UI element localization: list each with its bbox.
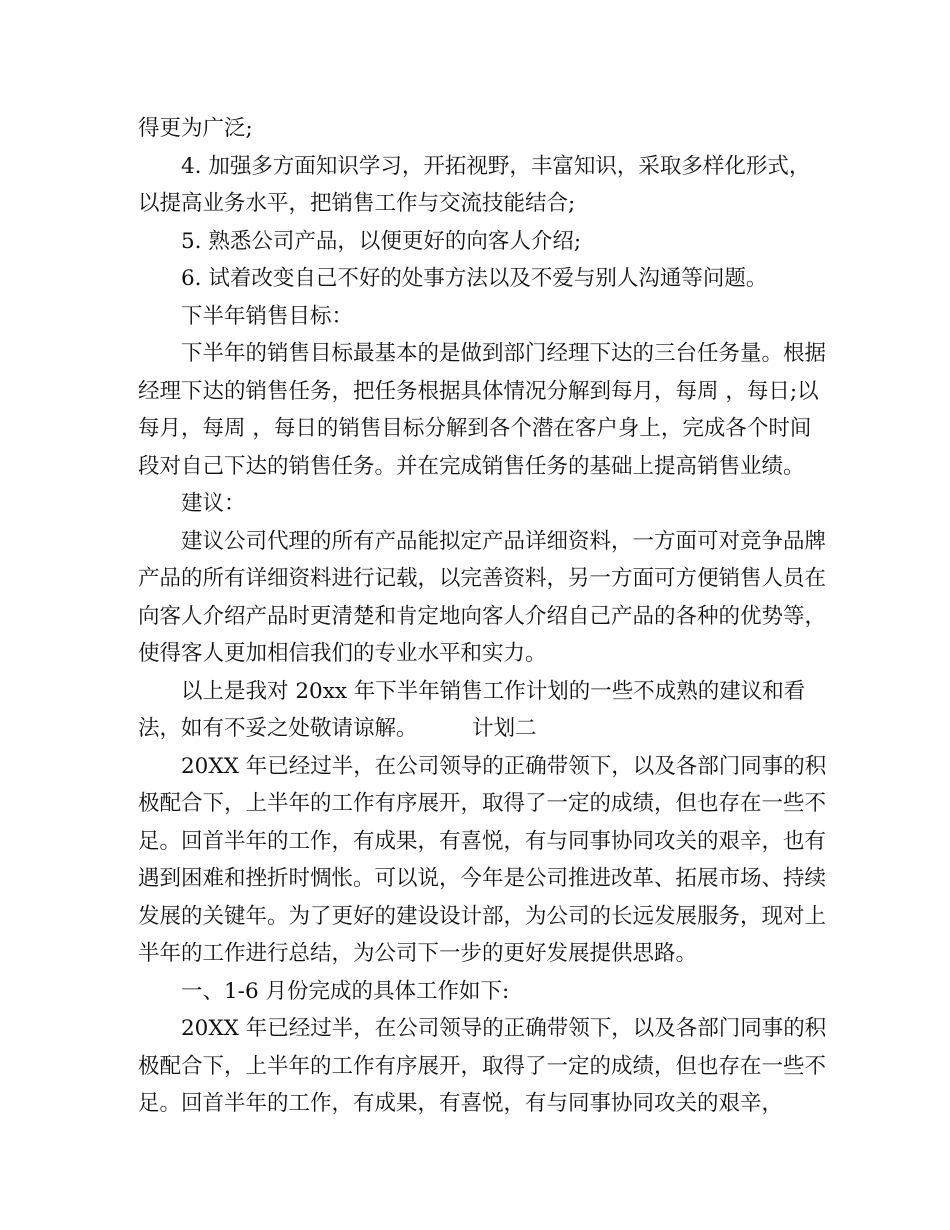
paragraph-closing: 以上是我对 20xx 年下半年销售工作计划的一些不成熟的建议和看法，如有不妥之处敬请谅解。 计划二 xyxy=(138,678,806,741)
paragraph-continuation: 得更为广泛; xyxy=(138,116,253,141)
paragraph-sales-target: 下半年的销售目标最基本的是做到部门经理下达的三台任务量。根据经理下达的销售任务，把任务根据具体情况分解到每月，每周 ，每日;以每月，每周 ，每日的销售目标分解到各个潜在客户身上，完成各个时间段对自己下达的销售任务。并在完成销售任务的基础上提高销售业绩。 xyxy=(138,341,827,479)
paragraph-work-done: 20XX 年已经过半，在公司领导的正确带领下，以及各部门同事的积极配合下，上半年的工作有序展开，取得了一定的成绩，但也存在一些不足。回首半年的工作，有成果，有喜悦，有与同事协同攻关的艰辛， xyxy=(138,1016,827,1116)
paragraph-item-6: 6. 试着改变自己不好的处事方法以及不爱与别人沟通等问题。 xyxy=(181,266,768,291)
paragraph-suggestion: 建议公司代理的所有产品能拟定产品详细资料，一方面可对竞争品牌产品的所有详细资料进行记载，以完善资料，另一方面可方便销售人员在向客人介绍产品时更清楚和肯定地向客人介绍自己产品的各种的优势等，使得客人更加相信我们的专业水平和实力。 xyxy=(138,528,827,666)
section-heading-suggestion: 建议： xyxy=(181,491,246,516)
document-body xyxy=(138,110,828,1123)
section-heading-work-done: 一、1-6 月份完成的具体工作如下: xyxy=(181,978,510,1004)
paragraph-plan-two-intro: 20XX 年已经过半，在公司领导的正确带领下，以及各部门同事的积极配合下，上半年的工作有序展开，取得了一定的成绩，但也存在一些不足。回首半年的工作，有成果，有喜悦，有与同事协同攻关的艰辛，也有遇到困难和挫折时惆怅。可以说，今年是公司推进改革、拓展市场、持续发展的关键年。为了更好的建设设计部，为公司的长远发展服务，现对上半年的工作进行总结，为公司下一步的更好发展提供思路。 xyxy=(138,753,827,966)
paragraph-item-4: 4. 加强多方面知识学习，开拓视野，丰富知识，采取多样化形式，以提高业务水平，把销售工作与交流技能结合; xyxy=(138,153,811,216)
section-heading-sales-target: 下半年销售目标： xyxy=(181,303,354,329)
paragraph-item-5: 5. 熟悉公司产品，以便更好的向客人介绍; xyxy=(181,228,582,254)
